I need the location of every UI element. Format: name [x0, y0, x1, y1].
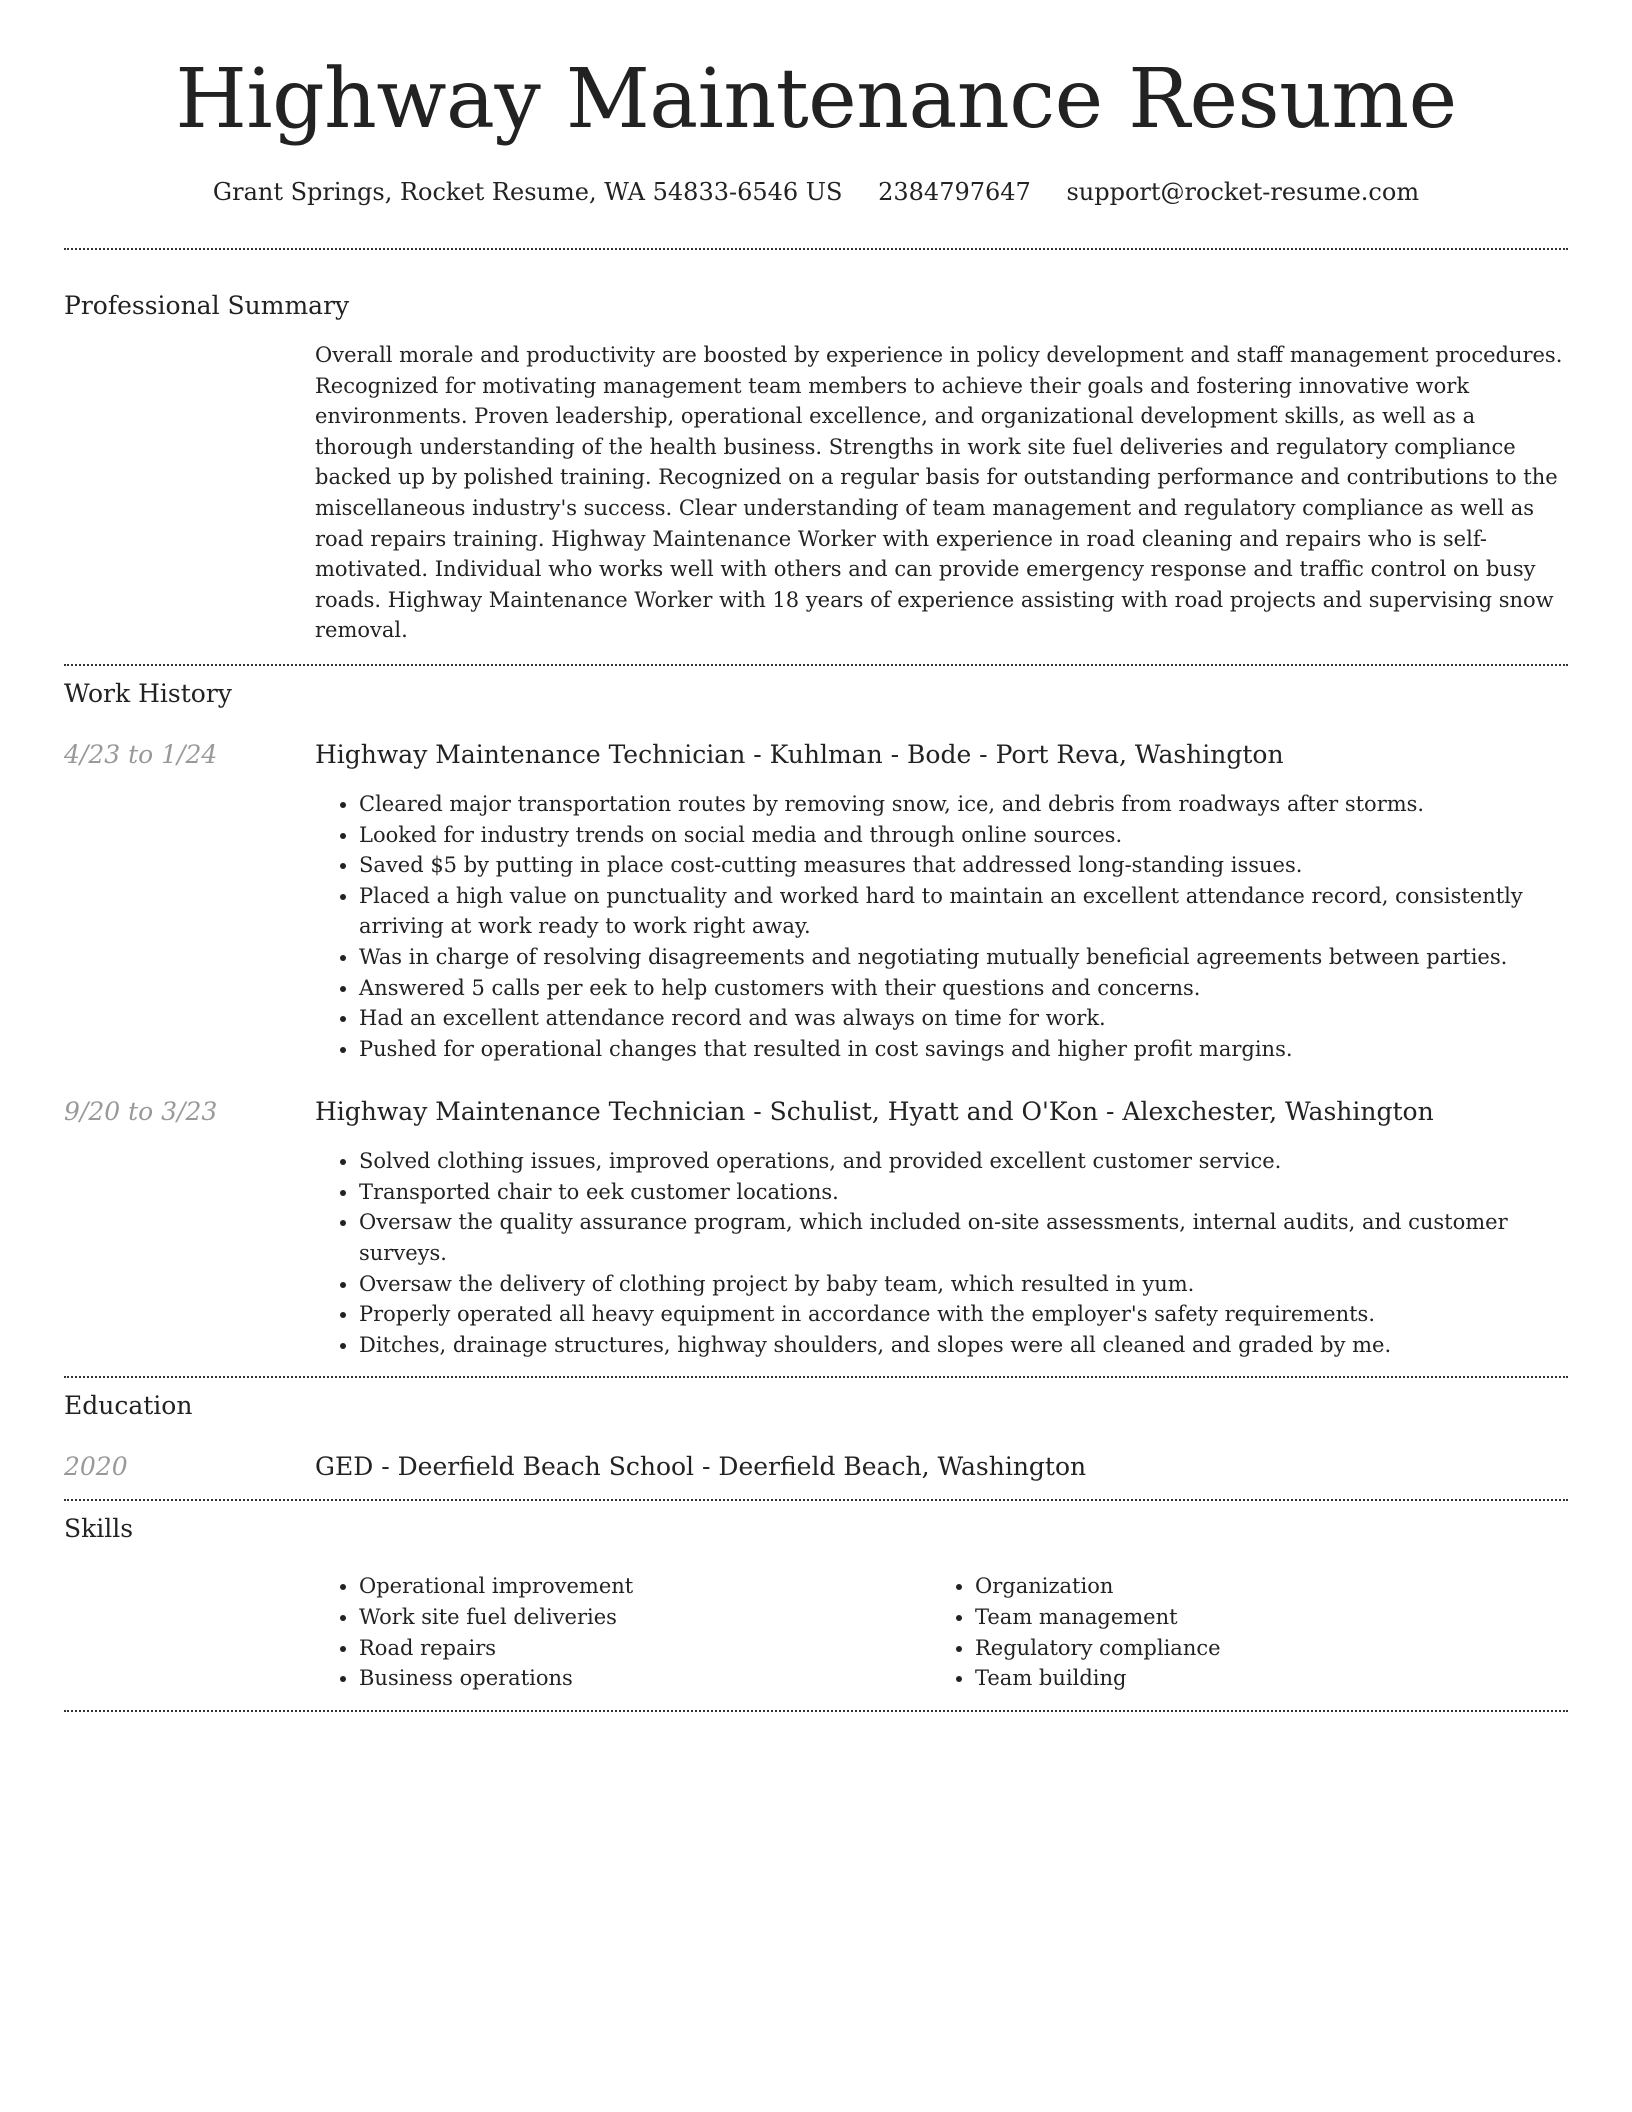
skill-item: • Operational improvement	[359, 1571, 931, 1602]
skill-item: • Business operations	[359, 1663, 931, 1694]
skill-item: • Road repairs	[359, 1633, 931, 1664]
skill-item: • Regulatory compliance	[975, 1633, 1547, 1664]
job-dates: 9/20 to 3/23	[64, 1097, 218, 1127]
skill-item: • Team management	[975, 1602, 1547, 1633]
job-bullet: • Placed a high value on punctuality and worked hard to maintain an excellent attendance record, consistently arriving at work ready to work right away.	[359, 881, 1568, 942]
summary-text: Overall morale and productivity are boosted by experience in policy development and staff management procedures. Recognized for motivating management team members to achieve their goals and fostering innovative work environments. Proven leadership, operational excellence, and organizational development skills, as well as a thorough understanding of the health business. Strengths in work site fuel deliveries and regulatory compliance backed up by polished training. Recognized on a regular basis for outstanding performance and contributions to the miscellaneous industry's success. Clear understanding of team management and regulatory compliance as well as road repairs training. Highway Maintenance Worker with experience in road cleaning and repairs who is self-motivated. Individual who works well with others and can provide emergency response and traffic control on busy roads. Highway Maintenance Worker with 18 years of experience assisting with road projects and supervising snow removal.	[315, 343, 1563, 643]
work-history-heading: Work History	[64, 678, 232, 708]
contact-line	[64, 176, 1568, 208]
job-bullet: • Oversaw the delivery of clothing project by baby team, which resulted in yum.	[359, 1269, 1568, 1300]
skills-column-right	[931, 1571, 1547, 1693]
skill-item: • Team building	[975, 1663, 1547, 1694]
resume-name: Highway Maintenance Resume	[175, 52, 1457, 147]
job-bullet: • Solved clothing issues, improved operations, and provided excellent customer service.	[359, 1146, 1568, 1177]
section-divider	[64, 1499, 1568, 1501]
job-bullet: • Cleared major transportation routes by removing snow, ice, and debris from roadways after storms.	[359, 789, 1568, 820]
contact-address: Grant Springs, Rocket Resume, WA 54833-6546 US	[212, 178, 843, 206]
job-entry	[64, 1096, 1568, 1360]
section-divider	[64, 1710, 1568, 1712]
section-divider	[64, 1376, 1568, 1378]
skill-item: • Organization	[975, 1571, 1547, 1602]
job-bullets	[315, 789, 1568, 1064]
job-bullet: • Transported chair to eek customer locations.	[359, 1177, 1568, 1208]
education-detail: GED - Deerfield Beach School - Deerfield Beach, Washington	[315, 1452, 1087, 1482]
job-bullet: • Properly operated all heavy equipment in accordance with the employer's safety requirements.	[359, 1299, 1568, 1330]
job-bullet: • Oversaw the quality assurance program, which included on-site assessments, internal audits, and customer surveys.	[359, 1207, 1568, 1268]
job-title: Highway Maintenance Technician - Schulist, Hyatt and O'Kon - Alexchester, Washington	[315, 1097, 1434, 1127]
contact-email: support@rocket-resume.com	[1066, 178, 1420, 206]
job-bullets	[315, 1146, 1568, 1360]
skill-item: • Work site fuel deliveries	[359, 1602, 931, 1633]
job-title: Highway Maintenance Technician - Kuhlman - Bode - Port Reva, Washington	[315, 739, 1284, 769]
job-dates: 4/23 to 1/24	[64, 739, 218, 769]
job-bullet: • Pushed for operational changes that resulted in cost savings and higher profit margins.	[359, 1034, 1568, 1065]
job-bullet: • Looked for industry trends on social media and through online sources.	[359, 820, 1568, 851]
skills-heading: Skills	[64, 1514, 134, 1544]
job-bullet: • Had an excellent attendance record and was always on time for work.	[359, 1003, 1568, 1034]
education-heading: Education	[64, 1391, 193, 1421]
job-bullet: • Was in charge of resolving disagreements and negotiating mutually beneficial agreements between parties.	[359, 942, 1568, 973]
contact-phone: 2384797647	[878, 178, 1031, 206]
summary-heading: Professional Summary	[64, 291, 350, 320]
education-year: 2020	[64, 1452, 128, 1482]
skills-column-left	[315, 1571, 931, 1693]
job-entry	[64, 739, 1568, 1064]
skills-list	[315, 1571, 1568, 1693]
section-divider	[64, 664, 1568, 666]
section-divider	[64, 248, 1568, 250]
job-bullet: • Saved $5 by putting in place cost-cutting measures that addressed long-standing issues.	[359, 850, 1568, 881]
education-entry	[64, 1451, 1568, 1483]
job-bullet: • Ditches, drainage structures, highway shoulders, and slopes were all cleaned and graded by me.	[359, 1330, 1568, 1361]
job-bullet: • Answered 5 calls per eek to help customers with their questions and concerns.	[359, 973, 1568, 1004]
